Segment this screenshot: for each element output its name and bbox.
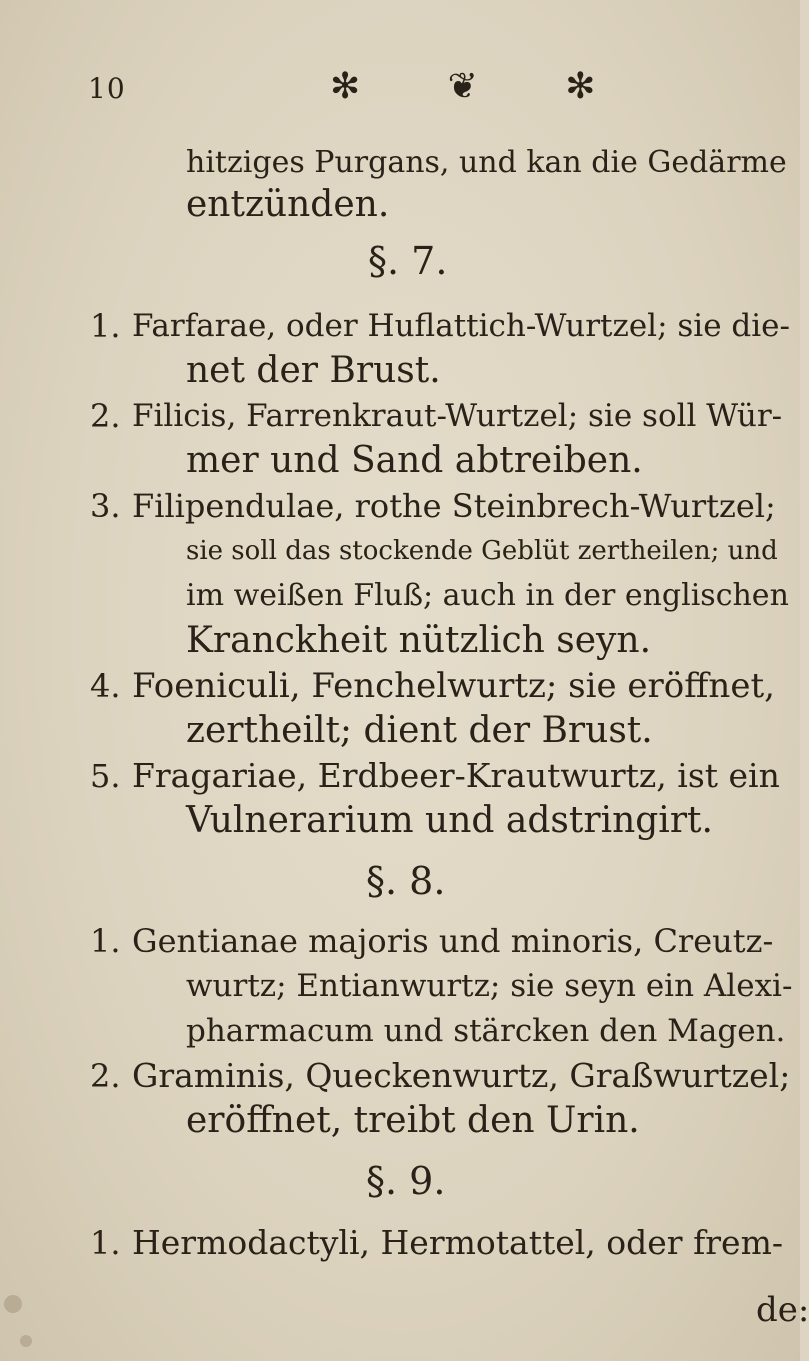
text-line: entzünden. bbox=[186, 184, 390, 225]
item-number: 1. bbox=[90, 922, 121, 960]
text-line: Filipendulae, rothe Steinbrech-Wurtzel; bbox=[132, 487, 776, 525]
text-line: mer und Sand abtreiben. bbox=[186, 440, 643, 481]
text-line: hitziges Purgans, und kan die Gedärme bbox=[186, 145, 787, 180]
text-line: pharmacum und stärcken den Magen. bbox=[186, 1013, 786, 1049]
item-number: 3. bbox=[90, 487, 121, 525]
text-line: zertheilt; dient der Brust. bbox=[186, 710, 653, 751]
text-line: Hermodactyli, Hermotattel, oder frem- bbox=[132, 1223, 784, 1262]
item-number: 4. bbox=[90, 667, 121, 705]
item-number: 2. bbox=[90, 1057, 121, 1095]
section-heading: §. 9. bbox=[366, 1159, 446, 1203]
text-line: eröffnet, treibt den Urin. bbox=[186, 1100, 640, 1141]
catchword: de: bbox=[756, 1290, 809, 1330]
text-line: Kranckheit nützlich seyn. bbox=[186, 620, 652, 661]
header-ornament: ✻ ❦ ✻ bbox=[330, 66, 634, 107]
text-line: Vulnerarium und adstringirt. bbox=[186, 800, 713, 841]
text-line: wurtz; Entianwurtz; sie seyn ein Alexi- bbox=[186, 968, 793, 1004]
page-number: 10 bbox=[88, 72, 126, 105]
item-number: 2. bbox=[90, 397, 121, 435]
item-number: 5. bbox=[90, 757, 121, 795]
section-heading: §. 7. bbox=[368, 239, 448, 283]
text-line: im weißen Fluß; auch in der englischen bbox=[186, 578, 789, 613]
text-line: Graminis, Queckenwurtz, Graßwurtzel; bbox=[132, 1056, 791, 1095]
item-number: 1. bbox=[90, 307, 121, 345]
ink-stain bbox=[4, 1295, 22, 1313]
ink-stain bbox=[20, 1335, 32, 1347]
text-line: sie soll das stockende Geblüt zertheilen; und bbox=[186, 536, 778, 566]
text-line: Filicis, Farrenkraut-Wurtzel; sie soll Wür- bbox=[132, 398, 783, 434]
text-line: Farfarae, oder Huflattich-Wurtzel; sie die- bbox=[132, 308, 790, 344]
text-line: net der Brust. bbox=[186, 350, 441, 391]
text-line: Foeniculi, Fenchelwurtz; sie eröffnet, bbox=[132, 666, 775, 706]
section-heading: §. 8. bbox=[366, 859, 446, 903]
text-line: Gentianae majoris und minoris, Creutz- bbox=[132, 922, 774, 960]
text-line: Fragariae, Erdbeer-Krautwurtz, ist ein bbox=[132, 756, 780, 795]
item-number: 1. bbox=[90, 1224, 121, 1262]
